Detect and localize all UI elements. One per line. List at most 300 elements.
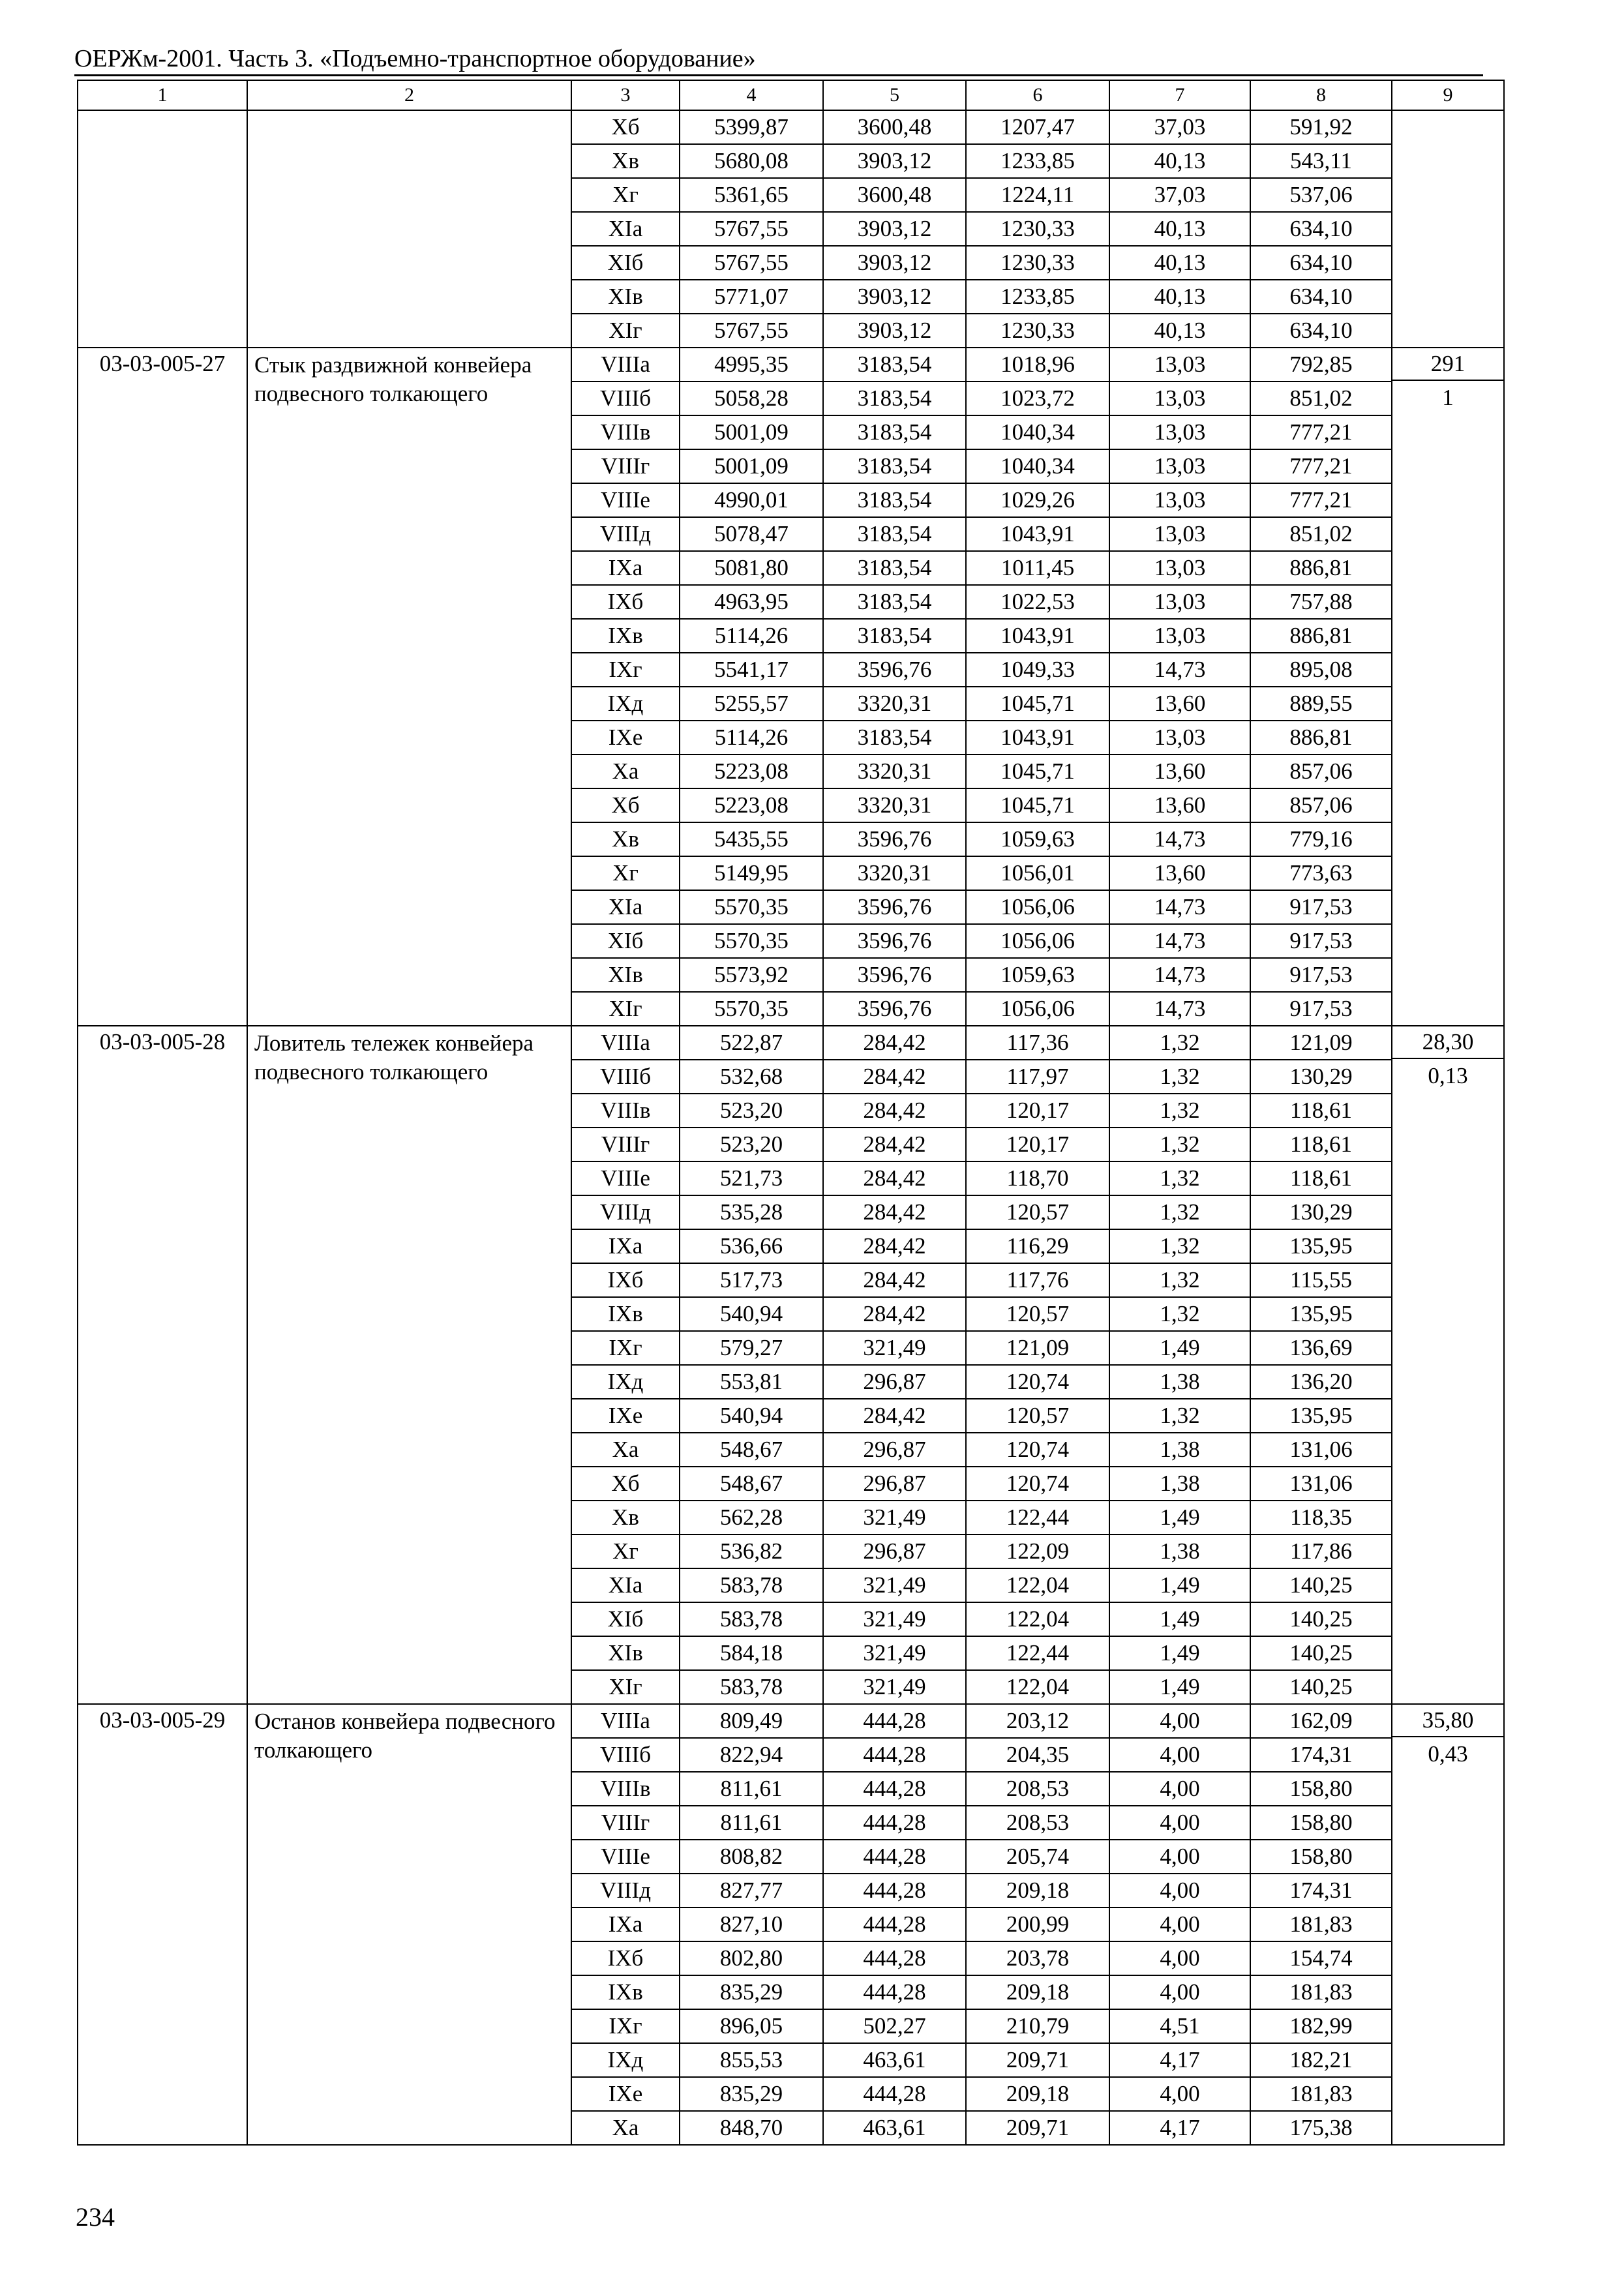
machines: 116,29 xyxy=(966,1229,1109,1263)
machines: 120,57 xyxy=(966,1297,1109,1331)
materials: 140,25 xyxy=(1250,1602,1392,1636)
machines: 1018,96 xyxy=(966,348,1109,382)
machines: 1230,33 xyxy=(966,314,1109,348)
column-number: 1 xyxy=(78,80,247,110)
total-cost: 5058,28 xyxy=(680,382,823,415)
total-cost: 562,28 xyxy=(680,1501,823,1534)
operator-wages: 13,03 xyxy=(1109,348,1250,382)
total-cost: 808,82 xyxy=(680,1840,823,1874)
region-code: ХIв xyxy=(571,280,680,314)
total-cost: 5255,57 xyxy=(680,687,823,721)
wages: 321,49 xyxy=(823,1602,966,1636)
wages: 3596,76 xyxy=(823,890,966,924)
wages: 3320,31 xyxy=(823,687,966,721)
materials: 118,61 xyxy=(1250,1161,1392,1195)
total-cost: 540,94 xyxy=(680,1297,823,1331)
materials: 118,61 xyxy=(1250,1094,1392,1128)
operator-wages: 13,03 xyxy=(1109,619,1250,653)
materials: 917,53 xyxy=(1250,992,1392,1026)
machines: 203,78 xyxy=(966,1941,1109,1975)
operator-wages: 1,49 xyxy=(1109,1602,1250,1636)
wages: 3596,76 xyxy=(823,992,966,1026)
total-cost: 583,78 xyxy=(680,1568,823,1602)
materials: 537,06 xyxy=(1250,178,1392,212)
materials: 777,21 xyxy=(1250,415,1392,449)
item-code: 03-03-005-27 xyxy=(78,348,247,1026)
wages: 3320,31 xyxy=(823,856,966,890)
materials: 543,11 xyxy=(1250,144,1392,178)
materials: 162,09 xyxy=(1250,1704,1392,1738)
operator-wages: 4,00 xyxy=(1109,1772,1250,1806)
machines: 1059,63 xyxy=(966,958,1109,992)
machines: 1233,85 xyxy=(966,280,1109,314)
wages: 284,42 xyxy=(823,1229,966,1263)
wages: 463,61 xyxy=(823,2111,966,2145)
region-code: Хб xyxy=(571,1467,680,1501)
region-code: IХг xyxy=(571,1331,680,1365)
materials: 917,53 xyxy=(1250,924,1392,958)
wages: 321,49 xyxy=(823,1670,966,1704)
machines: 1233,85 xyxy=(966,144,1109,178)
operator-wages: 1,49 xyxy=(1109,1501,1250,1534)
operator-wages: 4,00 xyxy=(1109,1840,1250,1874)
wages: 3903,12 xyxy=(823,144,966,178)
total-cost: 5570,35 xyxy=(680,890,823,924)
materials: 889,55 xyxy=(1250,687,1392,721)
machines: 1230,33 xyxy=(966,246,1109,280)
wages: 3183,54 xyxy=(823,551,966,585)
machines: 204,35 xyxy=(966,1738,1109,1772)
total-cost: 536,66 xyxy=(680,1229,823,1263)
region-code: VIIIе xyxy=(571,483,680,517)
operator-wages: 4,17 xyxy=(1109,2111,1250,2145)
total-cost: 835,29 xyxy=(680,1975,823,2009)
region-code: VIIIг xyxy=(571,1128,680,1161)
materials: 174,31 xyxy=(1250,1874,1392,1908)
item-code: 03-03-005-29 xyxy=(78,1704,247,2145)
wages: 444,28 xyxy=(823,1975,966,2009)
machines: 120,17 xyxy=(966,1094,1109,1128)
materials: 886,81 xyxy=(1250,551,1392,585)
machines: 117,97 xyxy=(966,1060,1109,1094)
materials: 895,08 xyxy=(1250,653,1392,687)
total-cost: 822,94 xyxy=(680,1738,823,1772)
machines: 205,74 xyxy=(966,1840,1109,1874)
total-cost: 835,29 xyxy=(680,2077,823,2111)
total-cost: 548,67 xyxy=(680,1433,823,1467)
region-code: ХIг xyxy=(571,992,680,1026)
machines: 120,74 xyxy=(966,1467,1109,1501)
materials: 174,31 xyxy=(1250,1738,1392,1772)
item-code: 03-03-005-28 xyxy=(78,1026,247,1704)
wages: 3903,12 xyxy=(823,246,966,280)
item-name xyxy=(247,110,571,348)
materials: 131,06 xyxy=(1250,1467,1392,1501)
wages: 444,28 xyxy=(823,1874,966,1908)
wages: 444,28 xyxy=(823,1840,966,1874)
region-code: VIIIд xyxy=(571,517,680,551)
wages: 296,87 xyxy=(823,1433,966,1467)
operator-wages: 40,13 xyxy=(1109,246,1250,280)
wages: 3600,48 xyxy=(823,110,966,144)
materials: 634,10 xyxy=(1250,246,1392,280)
header-rule xyxy=(74,74,1483,76)
machines: 120,17 xyxy=(966,1128,1109,1161)
materials: 136,20 xyxy=(1250,1365,1392,1399)
region-code: VIIIв xyxy=(571,415,680,449)
materials: 117,86 xyxy=(1250,1534,1392,1568)
wages: 3183,54 xyxy=(823,449,966,483)
table-row xyxy=(78,110,1504,144)
region-code: IХб xyxy=(571,1263,680,1297)
wages: 296,87 xyxy=(823,1365,966,1399)
materials: 886,81 xyxy=(1250,721,1392,755)
operator-wages: 1,32 xyxy=(1109,1399,1250,1433)
machines: 117,36 xyxy=(966,1026,1109,1060)
total-cost: 5114,26 xyxy=(680,619,823,653)
machines: 1056,06 xyxy=(966,924,1109,958)
machines: 122,04 xyxy=(966,1568,1109,1602)
machines: 1230,33 xyxy=(966,212,1109,246)
total-cost: 809,49 xyxy=(680,1704,823,1738)
region-code: IХг xyxy=(571,653,680,687)
operator-wages: 4,00 xyxy=(1109,1806,1250,1840)
region-code: Хв xyxy=(571,822,680,856)
total-cost: 523,20 xyxy=(680,1094,823,1128)
total-cost: 5573,92 xyxy=(680,958,823,992)
region-code: VIIIб xyxy=(571,1060,680,1094)
wages: 502,27 xyxy=(823,2009,966,2043)
operator-wages: 13,60 xyxy=(1109,788,1250,822)
total-cost: 5223,08 xyxy=(680,755,823,788)
wages: 444,28 xyxy=(823,2077,966,2111)
machines: 1043,91 xyxy=(966,721,1109,755)
table-row xyxy=(78,1704,1504,1738)
item-name: Останов конвейера подвесного толкающего xyxy=(247,1704,571,2145)
region-code: ХIб xyxy=(571,1602,680,1636)
column-number: 4 xyxy=(680,80,823,110)
wages: 3903,12 xyxy=(823,280,966,314)
machines: 1029,26 xyxy=(966,483,1109,517)
machines: 1056,06 xyxy=(966,992,1109,1026)
region-code: ХIб xyxy=(571,924,680,958)
machines: 117,76 xyxy=(966,1263,1109,1297)
materials: 634,10 xyxy=(1250,280,1392,314)
operator-wages: 1,32 xyxy=(1109,1128,1250,1161)
materials: 779,16 xyxy=(1250,822,1392,856)
operator-wages: 13,03 xyxy=(1109,585,1250,619)
machines: 1043,91 xyxy=(966,619,1109,653)
total-cost: 5361,65 xyxy=(680,178,823,212)
total-cost: 583,78 xyxy=(680,1602,823,1636)
region-code: VIIIг xyxy=(571,449,680,483)
wages: 296,87 xyxy=(823,1534,966,1568)
total-cost: 5081,80 xyxy=(680,551,823,585)
machines: 1224,11 xyxy=(966,178,1109,212)
region-code: IХа xyxy=(571,1229,680,1263)
wages: 3903,12 xyxy=(823,212,966,246)
wages: 444,28 xyxy=(823,1941,966,1975)
operator-wages: 4,00 xyxy=(1109,1704,1250,1738)
total-cost: 4995,35 xyxy=(680,348,823,382)
page-number: 234 xyxy=(76,2202,115,2232)
machines: 210,79 xyxy=(966,2009,1109,2043)
table-body xyxy=(78,110,1504,2145)
materials: 851,02 xyxy=(1250,517,1392,551)
operator-wages: 40,13 xyxy=(1109,314,1250,348)
total-cost: 896,05 xyxy=(680,2009,823,2043)
wages: 284,42 xyxy=(823,1297,966,1331)
wages: 296,87 xyxy=(823,1467,966,1501)
operator-wages: 1,38 xyxy=(1109,1365,1250,1399)
total-cost: 811,61 xyxy=(680,1806,823,1840)
operator-wages: 13,60 xyxy=(1109,856,1250,890)
operator-wages: 1,49 xyxy=(1109,1636,1250,1670)
materials: 115,55 xyxy=(1250,1263,1392,1297)
operator-wages: 1,32 xyxy=(1109,1161,1250,1195)
wages: 3183,54 xyxy=(823,382,966,415)
operator-wages: 4,17 xyxy=(1109,2043,1250,2077)
machines: 209,18 xyxy=(966,1874,1109,1908)
region-code: Хв xyxy=(571,1501,680,1534)
operator-wages: 1,32 xyxy=(1109,1026,1250,1060)
wages: 321,49 xyxy=(823,1331,966,1365)
machines: 200,99 xyxy=(966,1908,1109,1941)
total-cost: 5570,35 xyxy=(680,924,823,958)
wages: 284,42 xyxy=(823,1195,966,1229)
operator-wages: 13,03 xyxy=(1109,517,1250,551)
materials: 118,61 xyxy=(1250,1128,1392,1161)
wages: 3596,76 xyxy=(823,653,966,687)
operator-wages: 1,49 xyxy=(1109,1331,1250,1365)
region-code: VIIIб xyxy=(571,382,680,415)
operator-wages: 1,32 xyxy=(1109,1297,1250,1331)
materials: 158,80 xyxy=(1250,1772,1392,1806)
machines: 209,71 xyxy=(966,2043,1109,2077)
operator-wages: 1,49 xyxy=(1109,1568,1250,1602)
table-row xyxy=(78,348,1504,382)
region-code: IХе xyxy=(571,721,680,755)
operator-wages: 14,73 xyxy=(1109,992,1250,1026)
wages: 284,42 xyxy=(823,1026,966,1060)
wages: 284,42 xyxy=(823,1263,966,1297)
materials: 917,53 xyxy=(1250,890,1392,924)
price-value: 291 xyxy=(1392,348,1503,381)
materials: 857,06 xyxy=(1250,788,1392,822)
labor-value: 1 xyxy=(1442,385,1454,410)
operator-wages: 1,32 xyxy=(1109,1060,1250,1094)
operator-wages: 1,49 xyxy=(1109,1670,1250,1704)
column-number: 3 xyxy=(571,80,680,110)
machines: 1045,71 xyxy=(966,788,1109,822)
price-labor-cell xyxy=(1392,1026,1504,1704)
labor-value: 0,43 xyxy=(1428,1741,1468,1767)
region-code: Ха xyxy=(571,755,680,788)
total-cost: 5570,35 xyxy=(680,992,823,1026)
wages: 321,49 xyxy=(823,1501,966,1534)
operator-wages: 40,13 xyxy=(1109,144,1250,178)
wages: 3183,54 xyxy=(823,585,966,619)
wages: 3596,76 xyxy=(823,924,966,958)
region-code: IХв xyxy=(571,1975,680,2009)
wages: 3183,54 xyxy=(823,619,966,653)
operator-wages: 14,73 xyxy=(1109,653,1250,687)
total-cost: 855,53 xyxy=(680,2043,823,2077)
machines: 1043,91 xyxy=(966,517,1109,551)
region-code: IХе xyxy=(571,2077,680,2111)
machines: 1022,53 xyxy=(966,585,1109,619)
region-code: VIIIа xyxy=(571,348,680,382)
materials: 777,21 xyxy=(1250,449,1392,483)
materials: 158,80 xyxy=(1250,1840,1392,1874)
machines: 1059,63 xyxy=(966,822,1109,856)
operator-wages: 1,32 xyxy=(1109,1094,1250,1128)
machines: 118,70 xyxy=(966,1161,1109,1195)
operator-wages: 13,03 xyxy=(1109,415,1250,449)
wages: 444,28 xyxy=(823,1908,966,1941)
total-cost: 5001,09 xyxy=(680,449,823,483)
materials: 851,02 xyxy=(1250,382,1392,415)
operator-wages: 14,73 xyxy=(1109,958,1250,992)
region-code: VIIIг xyxy=(571,1806,680,1840)
wages: 3600,48 xyxy=(823,178,966,212)
region-code: IХб xyxy=(571,1941,680,1975)
total-cost: 802,80 xyxy=(680,1941,823,1975)
machines: 122,04 xyxy=(966,1602,1109,1636)
operator-wages: 1,38 xyxy=(1109,1534,1250,1568)
region-code: IХг xyxy=(571,2009,680,2043)
total-cost: 522,87 xyxy=(680,1026,823,1060)
machines: 1040,34 xyxy=(966,415,1109,449)
machines: 1207,47 xyxy=(966,110,1109,144)
column-number-row xyxy=(78,80,1504,110)
region-code: VIIIв xyxy=(571,1094,680,1128)
wages: 3183,54 xyxy=(823,483,966,517)
region-code: ХIг xyxy=(571,1670,680,1704)
region-code: Ха xyxy=(571,1433,680,1467)
total-cost: 579,27 xyxy=(680,1331,823,1365)
operator-wages: 4,51 xyxy=(1109,2009,1250,2043)
operator-wages: 1,38 xyxy=(1109,1467,1250,1501)
materials: 140,25 xyxy=(1250,1670,1392,1704)
wages: 284,42 xyxy=(823,1161,966,1195)
operator-wages: 1,32 xyxy=(1109,1263,1250,1297)
region-code: ХIа xyxy=(571,212,680,246)
machines: 1056,01 xyxy=(966,856,1109,890)
machines: 122,09 xyxy=(966,1534,1109,1568)
operator-wages: 1,32 xyxy=(1109,1195,1250,1229)
machines: 120,74 xyxy=(966,1365,1109,1399)
machines: 208,53 xyxy=(966,1772,1109,1806)
total-cost: 5114,26 xyxy=(680,721,823,755)
region-code: VIIIд xyxy=(571,1195,680,1229)
machines: 122,04 xyxy=(966,1670,1109,1704)
operator-wages: 4,00 xyxy=(1109,1738,1250,1772)
region-code: Хг xyxy=(571,1534,680,1568)
region-code: Ха xyxy=(571,2111,680,2145)
machines: 1045,71 xyxy=(966,755,1109,788)
total-cost: 521,73 xyxy=(680,1161,823,1195)
total-cost: 5767,55 xyxy=(680,212,823,246)
region-code: IХб xyxy=(571,585,680,619)
column-number: 2 xyxy=(247,80,571,110)
operator-wages: 13,03 xyxy=(1109,449,1250,483)
wages: 321,49 xyxy=(823,1636,966,1670)
operator-wages: 40,13 xyxy=(1109,280,1250,314)
materials: 857,06 xyxy=(1250,755,1392,788)
materials: 182,99 xyxy=(1250,2009,1392,2043)
region-code: VIIIа xyxy=(571,1026,680,1060)
operator-wages: 40,13 xyxy=(1109,212,1250,246)
operator-wages: 4,00 xyxy=(1109,1908,1250,1941)
total-cost: 540,94 xyxy=(680,1399,823,1433)
machines: 1049,33 xyxy=(966,653,1109,687)
total-cost: 584,18 xyxy=(680,1636,823,1670)
materials: 121,09 xyxy=(1250,1026,1392,1060)
total-cost: 827,77 xyxy=(680,1874,823,1908)
item-code xyxy=(78,110,247,348)
operator-wages: 4,00 xyxy=(1109,1874,1250,1908)
wages: 3320,31 xyxy=(823,755,966,788)
machines: 120,74 xyxy=(966,1433,1109,1467)
price-labor-cell xyxy=(1392,348,1504,1026)
total-cost: 5149,95 xyxy=(680,856,823,890)
materials: 181,83 xyxy=(1250,1975,1392,2009)
labor-value: 0,13 xyxy=(1428,1063,1468,1088)
wages: 463,61 xyxy=(823,2043,966,2077)
column-number: 7 xyxy=(1109,80,1250,110)
total-cost: 4963,95 xyxy=(680,585,823,619)
materials: 140,25 xyxy=(1250,1568,1392,1602)
region-code: VIIIа xyxy=(571,1704,680,1738)
materials: 118,35 xyxy=(1250,1501,1392,1534)
region-code: Хб xyxy=(571,110,680,144)
machines: 208,53 xyxy=(966,1806,1109,1840)
machines: 1045,71 xyxy=(966,687,1109,721)
materials: 886,81 xyxy=(1250,619,1392,653)
materials: 634,10 xyxy=(1250,314,1392,348)
total-cost: 4990,01 xyxy=(680,483,823,517)
materials: 131,06 xyxy=(1250,1433,1392,1467)
machines: 209,18 xyxy=(966,2077,1109,2111)
total-cost: 5541,17 xyxy=(680,653,823,687)
operator-wages: 13,03 xyxy=(1109,382,1250,415)
total-cost: 583,78 xyxy=(680,1670,823,1704)
operator-wages: 13,03 xyxy=(1109,551,1250,585)
column-number: 9 xyxy=(1392,80,1504,110)
operator-wages: 13,60 xyxy=(1109,755,1250,788)
item-name: Ловитель тележек конвейера подвесного толкающего xyxy=(247,1026,571,1704)
wages: 3183,54 xyxy=(823,721,966,755)
wages: 444,28 xyxy=(823,1806,966,1840)
total-cost: 5767,55 xyxy=(680,314,823,348)
materials: 175,38 xyxy=(1250,2111,1392,2145)
total-cost: 5001,09 xyxy=(680,415,823,449)
materials: 135,95 xyxy=(1250,1229,1392,1263)
wages: 444,28 xyxy=(823,1704,966,1738)
wages: 3903,12 xyxy=(823,314,966,348)
total-cost: 532,68 xyxy=(680,1060,823,1094)
region-code: ХIа xyxy=(571,1568,680,1602)
machines: 209,71 xyxy=(966,2111,1109,2145)
total-cost: 5767,55 xyxy=(680,246,823,280)
wages: 3183,54 xyxy=(823,517,966,551)
total-cost: 811,61 xyxy=(680,1772,823,1806)
total-cost: 5223,08 xyxy=(680,788,823,822)
column-number: 6 xyxy=(966,80,1109,110)
region-code: IХа xyxy=(571,1908,680,1941)
materials: 634,10 xyxy=(1250,212,1392,246)
